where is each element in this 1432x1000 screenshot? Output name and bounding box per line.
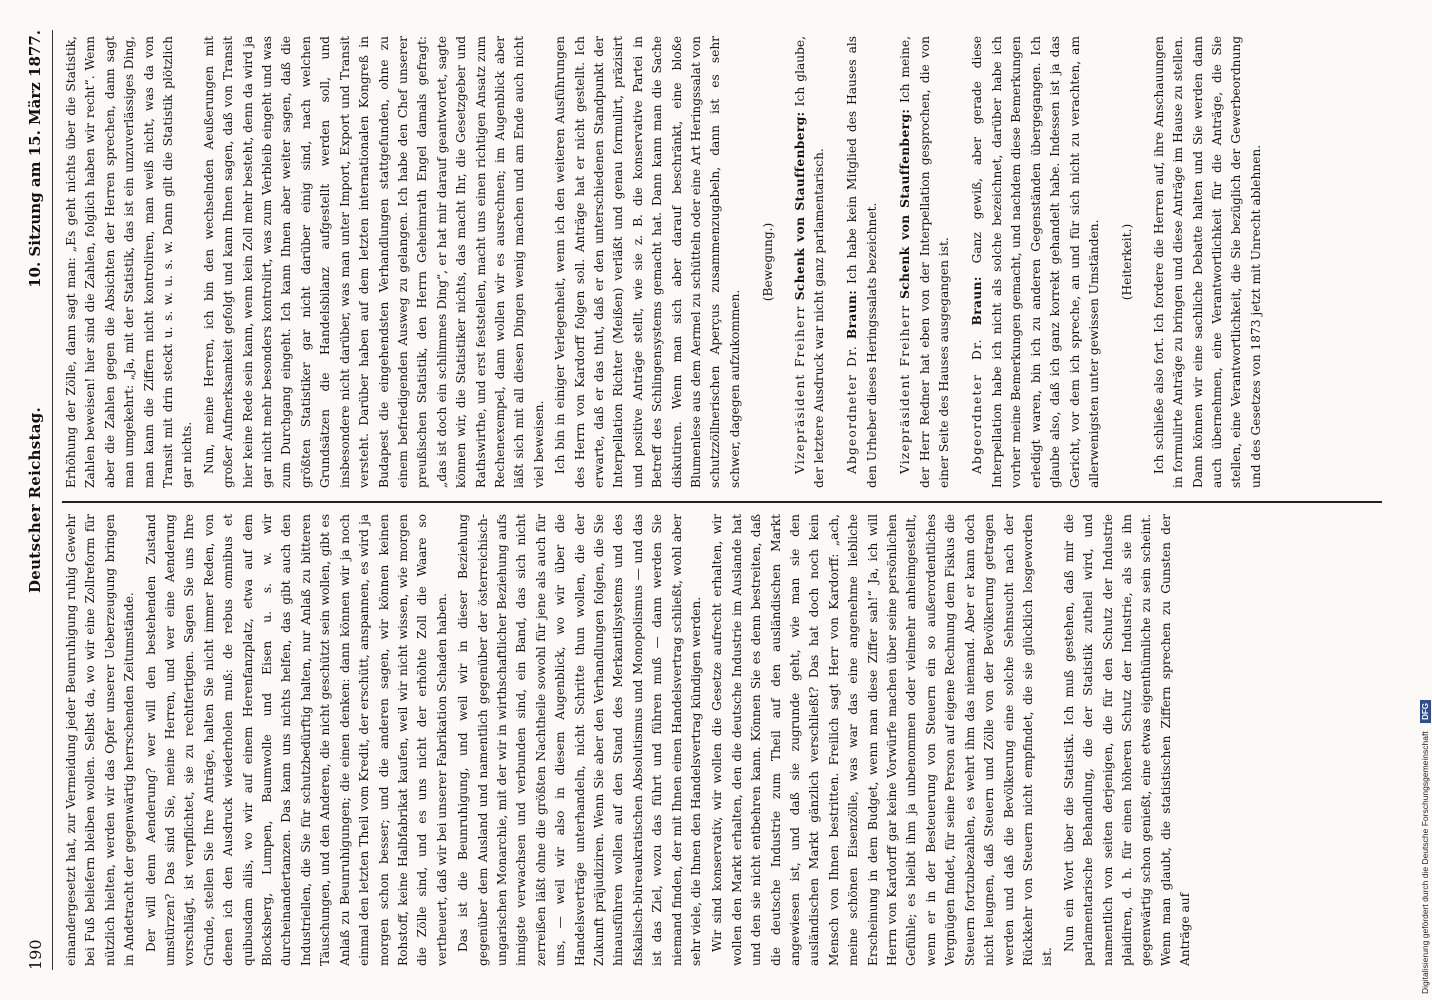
speech-text: Ich meine, der Herr Redner hat eben von der Interpellation gesprochen, die von einer Seite des Hauses ausgegangen ist.	[898, 36, 952, 488]
journal-title: Deutscher Reichstag.	[26, 406, 44, 594]
speaker-title: Abgeordneter Dr.	[970, 338, 985, 474]
right-column	[62, 36, 1402, 488]
speaker-title: Abgeordneter Dr.	[845, 345, 860, 474]
speaker-title: Vizepräsident Freiherr	[792, 305, 807, 474]
speech	[896, 36, 954, 488]
speech	[968, 36, 1104, 488]
page-number: 190	[26, 939, 45, 970]
paragraph: Ich bin in einiger Verlegenheit, wenn ich den weiteren Ausführungen des Herrn von Kardorff folgen soll. Anträge hat er nicht gestellt. Ich erwarte, daß er das thut, daß er den unterschiedenen Standpunkt der Interpellation Richter (Meißen) verläßt und genau formulirt, präzisirt und positive Anträge stellt, wie sie z. B. die konservative Partei in Betreff des Schlingensystems gemacht hat. Dann kann man die Sache diskutiren. Wenn man sich aber darauf beschränkt, eine bloße Blumenlese aus dem Aermel zu schütteln oder eine Art Heringssalat von schutzzöllnerischen Aperçus zusammenzugabeln, dann ist es sehr schwer, dagegen aufzukommen.	[553, 36, 742, 488]
paragraph: einandergesetzt hat, zur Vermeidung jeder Beunruhigung ruhig Gewehr bei Fuß beliefern bleiben wollen. Selbst da, wo wir eine Zollreform für nützlich hielten, werden wir das Opfer unserer Ueberzeugung bringen in Andetracht der gegenwärtig herrschenden Zeitumstände.	[64, 514, 137, 966]
speech-text: Ganz gewiß, aber gerade diese Interpellation habe ich nicht als solche bezeichnet, darüber habe ich vorher meine Bemerkungen gemacht, und nachdem diese Bemerkungen erledigt waren, bin ich zu anderen Gegenständen übergegangen. Ich glaube also, daß ich ganz korrekt gehandelt habe. Indessen ist ja das Gericht, vor dem ich spreche, an und für sich nicht zu verachten, am allerwenigsten unter gewissen Umständen.	[970, 36, 1101, 488]
paragraph: Das ist die Beunruhigung, und weil wir in dieser Beziehung gegenüber dem Ausland und namentlich gegenüber der österreichisch-ungarischen Monarchie, mit der wir in wirthschaftlicher Beziehung aufs innigste verwachsen und verbunden sind, ein Band, das sich nicht zerreißen läßt ohne die größten Nachtheile sowohl für jene als auch für uns, — weil wir also in diesem Augenblick, wo wir über die Handelsverträge unterhandeln, nicht Schritte thun wollen, die der Zukunft präjudiziren. Wenn Sie aber den Verhandlungen folgen, die Sie hinausführen wollen auf den Stand des Merkantilsystems und des fiskalisch-büreaukratischen Absolutismus und Monopolismus — und das ist das Ziel, wozu das führt und führen muß — dann werden Sie niemand finden, der mit Ihnen einen Handelsvertrag schließt, wohl aber sehr viele, die Ihnen den Handelsvertrag kündigen werden.	[456, 514, 703, 966]
paragraph: Der will denn Aenderung? wer will den bestehenden Zustand umstürzen? Das sind Sie, meine Herren, und wer eine Aenderung vorschlägt, ist verpflichtet, sie zu rechtfertigen. Sagen Sie uns Ihre Gründe, stellen Sie Ihre Anträge, halten Sie nicht immer Reden, von denen ich den Ausdruck wiederholen muß: de rebus omnibus et quibusdam aliis, wo wir auf einem Herenfanzplatz, etwa auf dem Blocksberg, Lumpen, Baumwolle und Eisen u. s. w. wir durcheinandertanzen. Das kann uns nichts helfen, das gibt auch den Industriellen, die Sie für schutzbedürftig halten, nur Anlaß zu bitteren Täuschungen, und den Anderen, die nicht geschützt sein wollen, gibt es Anlaß zu Beunruhigungen; die einen denken: dann können wir ja noch einmal den letzten Theil vom Kredit, der erschütt, anspannen, es wird ja morgen schon besser; und die anderen sagen, wir können keinen Rohstoff, keine Halbfabrikat kaufen, weil wir nicht wissen, wie morgen die Zölle sind, und es uns nicht der erhöhte Zoll die Waare so vertheuert, daß wir bei unserer Fabrikation Schaden haben.	[143, 514, 449, 966]
paragraph: Wir sind konservativ, wir wollen die Gesetze aufrecht erhalten, wir wollen den Markt erhalten, den die deutsche Industrie im Auslande hat und den sie nicht entbehren kann. Können Sie es denn bestreiten, daß die deutsche Industrie zum Theil auf den ausländischen Markt angewiesen ist, und daß sie zugrunde geht, wie man sie den ausländischen Markt gänzlich verschließt? Das hat doch noch kein Mensch von Ihnen bestritten. Freilich sagt Herr von Kardorff: „ach, meine schönen Eisenzölle, was war das eine angenehme liebliche Erscheinung in dem Budget, wenn man diese Ziffer sah!“ Ja, ich will Herrn von Kardorff gar keine Vorwürfe machen über seine persönlichen Gefühle; es bleibt ihm ja unbenommen oder vielmehr anheimgestellt, wenn er in der Besteuerung von Steuern ein so außerordentliches Vergnügen findet, für seine Person auf eigene Rechnung dem Fiskus die Steuern fortzubezahlen, es wehrt ihm das niemand. Aber er kann doch nicht leugnen, daß Steuern und Zölle von der Bevölkerung getragen werden und daß die Bevölkerung eine solche Sehnsucht nach der Rückkehr von Steuern nicht empfindet, die sie glücklich losgeworden ist.	[710, 514, 1055, 966]
speech	[843, 36, 882, 488]
paragraph: Nun ein Wort über die Statistik. Ich muß gestehen, daß mir die parlamentarische Behandlung, die der Statistik zutheil wird, und namentlich von seiten derjenigen, die für den Schutz der Industrie plaidiren, d. h. für einen höheren Schutz der Industrie, als sie ihn gegenwärtig schon genießt, eine etwas eigenthümliche zu sein scheint. Wenn man glaubt, die statistischen Ziffern sprechen zu Gunsten der Anträge auf	[1061, 514, 1193, 966]
digitization-credit	[1418, 6, 1432, 994]
speech-text: Ich glaube, der letztere Ausdruck war nicht ganz parlamentarisch.	[792, 36, 827, 488]
paragraph: Erhöhung der Zölle, dann sagt man: „Es geht nichts über die Statistik, Zahlen beweisen! hier sind die Zahlen, folglich haben wir recht“. Wenn aber die Zahlen gegen die Absichten der Herren sprechen, dann sagt man umgekehrt: „Ja, mit der Statistik, das ist ein unzuverlässiges Ding, man kann die Ziffern nicht kontroliren, man weiß nicht, was da von Transit mit drin steckt u. s. w. u. s. w. Dann gilt die Statistik plötzlich gar nichts.	[64, 36, 195, 488]
session-date: 10. Sitzung am 15. März 1877.	[26, 30, 44, 288]
paragraph: Nun, meine Herren, ich bin den wechselnden Aeußerungen mit großer Aufmerksamkeit gefolgt und kann Ihnen sagen, daß von Transit hier keine Rede sein kann, wenn kein Zoll mehr besteht, denn da wird ja gar nicht mehr besonders kontrolirt, was zum Verbleib eingeht und was zum Durchgang eingeht. Ich kann Ihnen aber weiter sagen, daß die größten Statistiker gar nicht darüber einig sind, nach welchen Grundsätzen die Handelsbilanz aufgestellt werden soll, und insbesondere nicht darüber, was man unter Import, Export und Transit versteht. Darüber haben auf dem letzten internationalen Kongreß in Budapest die eingehendsten Verhandlungen stattgefunden, ohne zu einem befriedigenden Ausweg zu gelangen. Ich habe den Chef unserer preußischen Statistik, den Herrn Geheimrath Engel damals gefragt: „das ist doch ein schlimmes Ding“, er hat mir darauf geantwortet, sagte können wir, die Statistiker nichts, das macht Ihr, die Gesetzgeber und Rathswirthe, und erst feststellen, macht uns einen richtigen Ansatz zum Rechenexempel, dann wollen wir es ausrechnen; im Augenblick aber läßt sich mit all diesen Dingen wenig machen und am Ende auch nicht viel beweisen.	[201, 36, 546, 488]
stage-direction: (Bewegung.)	[761, 222, 776, 302]
credit-text: Digitalisierung gefördert durch die Deutsche Forschungsgemeinschaft	[1420, 731, 1430, 994]
speaker-name: Schenk von Stauffenberg:	[898, 108, 913, 299]
speaker-name: Schenk von Stauffenberg:	[792, 111, 807, 301]
speech	[791, 36, 830, 488]
stage-direction: (Heiterkeit.)	[1120, 223, 1135, 301]
speech-text: Ich habe kein Mitglied des Hauses als den Urheber dieses Heringssalats bezeichnet.	[845, 36, 879, 488]
speaker-name: Braun:	[845, 289, 860, 340]
left-column	[62, 514, 1402, 966]
speaker-title: Vizepräsident Freiherr	[898, 304, 913, 474]
paragraph: Ich schließe also fort. Ich fordere die Herren auf, ihre Anschauungen in formulirte Anträge zu bringen und diese Anträge im Hause zu stellen. Dann können wir eine sachliche Debatte halten und Sie werden dann auch übernehmen, eine Verantwortlichkeit für die Anträge, die Sie stellen, eine Verantwortlichkeit, die Sie bezüglich der Gewerbeordnung und des Gesetzes von 1873 jetzt mit Unrecht ablehnen.	[1151, 36, 1263, 488]
column-divider	[62, 501, 1382, 503]
dfg-logo: DFG	[1420, 700, 1431, 723]
speaker-name: Braun:	[970, 276, 985, 326]
running-head	[22, 30, 53, 970]
